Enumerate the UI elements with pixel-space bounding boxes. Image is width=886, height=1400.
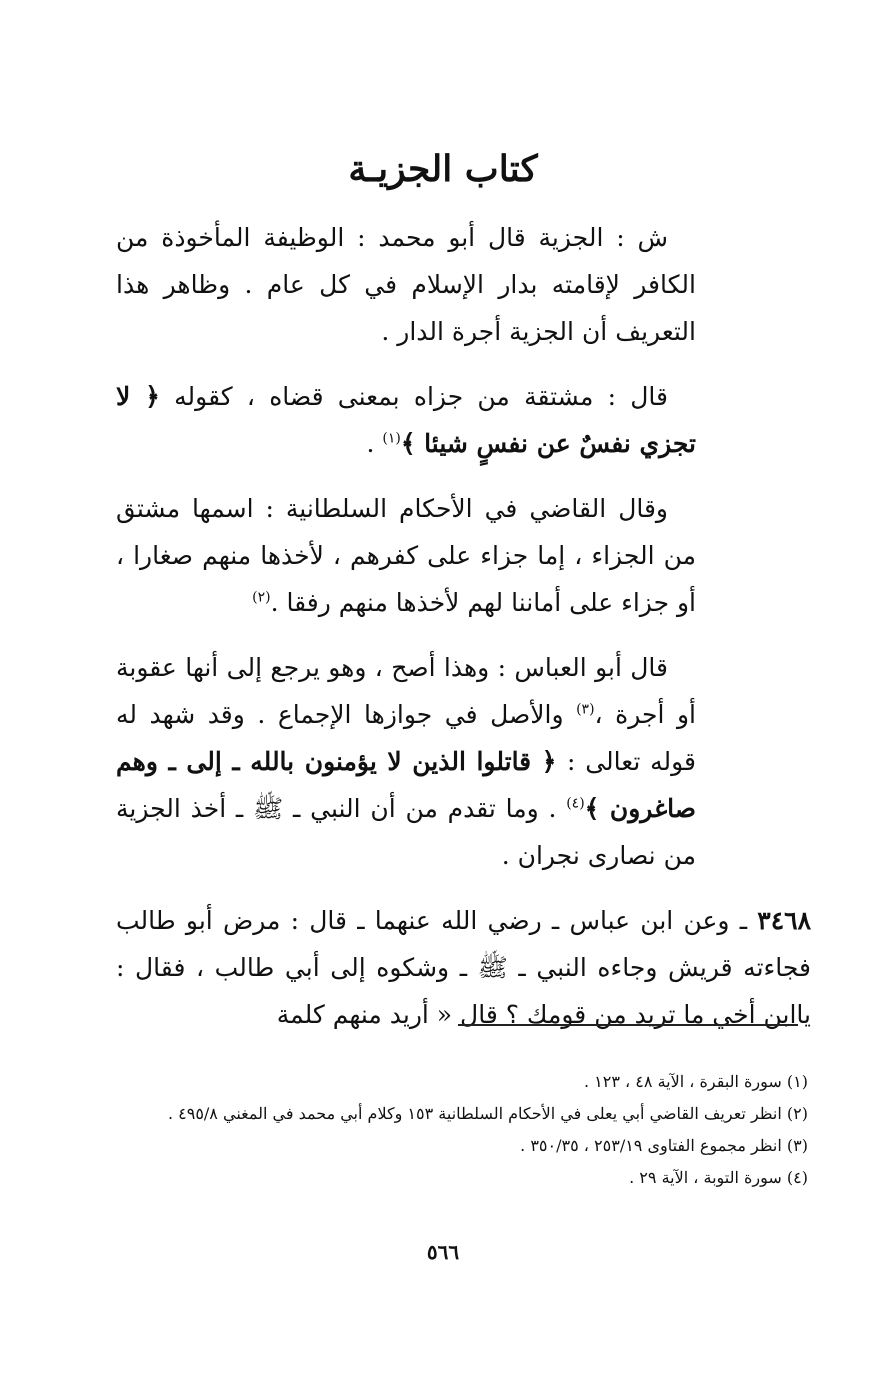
footnote-item: (١) سورة البقرة ، الآية ٤٨ ، ١٢٣ . [584, 1072, 808, 1091]
paragraph-text: قال أبو العباس : وهذا أصح ، وهو يرجع إلى أنها عقوبة أو أجرة ، [116, 653, 697, 729]
paragraph-text: ـ وعن ابن عباس ـ رضي الله عنهما ـ قال : مرض أبو طالب فجاءته قريش وجاءه النبي ـ ﷺ ـ وشكوه إلى أبي طالب ، فقال : ياابن أخي ما تريد من قومك ؟ قال « أريد منهم كلمة [116, 906, 811, 1029]
footnote-ref: (٤) [566, 795, 585, 812]
footnote-divider [458, 1024, 798, 1026]
paragraph-text: . [366, 429, 383, 458]
footnote-ref: (١) [382, 430, 401, 447]
footnote-ref: (٣) [576, 701, 595, 718]
paragraph-etymology [116, 373, 696, 467]
paragraph-text: . وما تقدم من أن النبي ـ ﷺ ـ أخذ الجزية من نصارى نجران . [116, 794, 696, 870]
hadith-entry [116, 897, 811, 1038]
paragraph-abu-abbas [116, 644, 696, 879]
paragraph-text: قال : مشتقة من جزاه بمعنى قضاه ، كقوله [174, 382, 668, 411]
paragraph-text: وقال القاضي في الأحكام السلطانية : اسمها مشتق من الجزاء ، إما جزاء على كفرهم ، لأخذها منهم صغارا ، أو جزاء على أماننا لهم لأخذها منهم رفقا . [116, 494, 696, 617]
footnote-item: (٢) انظر تعريف القاضي أبي يعلى في الأحكام السلطانية ١٥٣ وكلام أبي محمد في المغني ٤٩٥/٨ . [167, 1104, 808, 1123]
quran-quote: ﴿ لا تجزي نفسٌ عن نفسٍ شيئا ﴾ [116, 382, 696, 458]
paragraph-text: ش : الجزية قال أبو محمد : الوظيفة المأخوذة من الكافر لإقامته بدار الإسلام في كل عام . وظاهر هذا التعريف أن الجزية أجرة الدار . [116, 223, 696, 346]
hadith-number: ٣٤٦٨ [757, 906, 811, 935]
quran-quote: ﴿ قاتلوا الذين لا يؤمنون بالله ـ إلى ـ وهم صاغرون ﴾ [116, 747, 696, 823]
paragraph-qadi [116, 485, 696, 626]
paragraph-text: والأصل في جوازها الإجماع . وقد شهد له قوله تعالى : [116, 700, 696, 776]
main-text [116, 214, 811, 1056]
footnotes [108, 1066, 808, 1194]
page-number: ٥٦٦ [426, 1240, 460, 1264]
footnote-ref: (٢) [252, 589, 271, 606]
chapter-title: كتاب الجزيـة [348, 148, 538, 190]
footnote-item: (٣) انظر مجموع الفتاوى ٢٥٣/١٩ ، ٣٥٠/٣٥ . [520, 1136, 808, 1155]
footnote-item: (٤) سورة التوبة ، الآية ٢٩ . [629, 1168, 808, 1187]
paragraph-definition [116, 214, 696, 355]
